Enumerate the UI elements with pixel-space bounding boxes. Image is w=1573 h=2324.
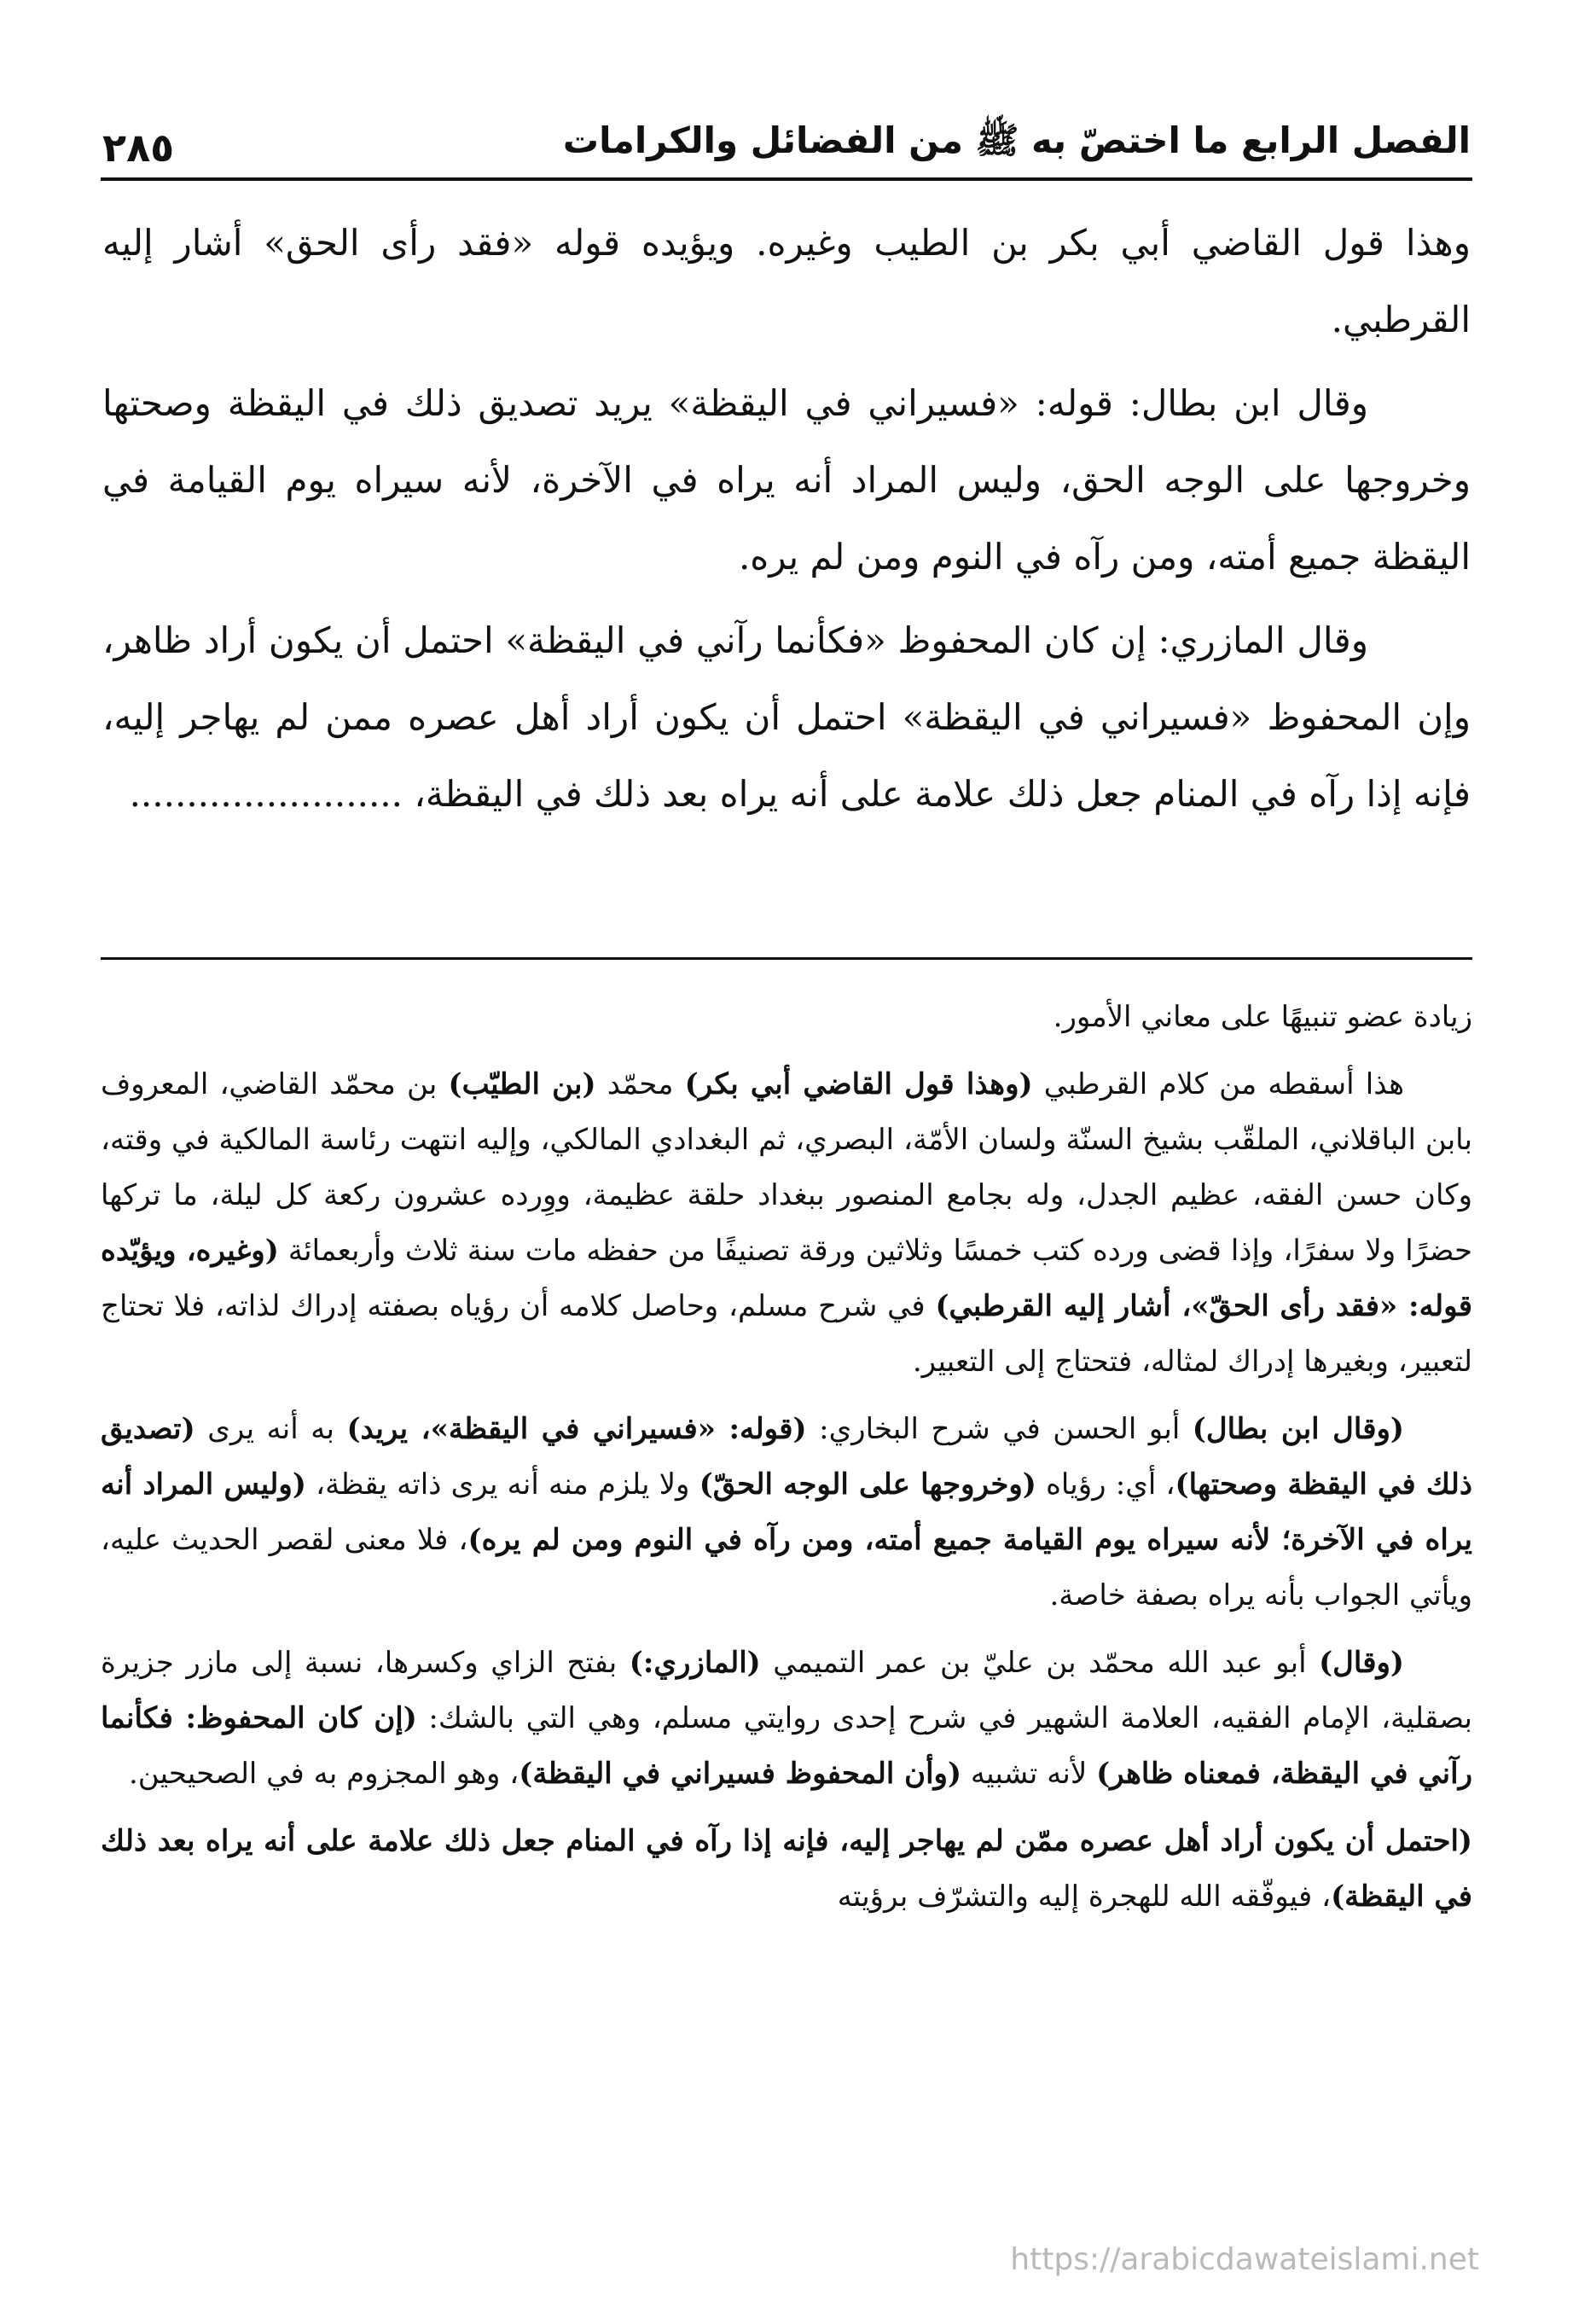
note-2-text-a: هذا أسقطه من كلام القرطبي (1032, 1067, 1404, 1101)
note-2-quote-b: (بن الطيّب) (448, 1067, 596, 1101)
main-paragraph-2: وقال ابن بطال: قوله: «فسيراني في اليقظة» يريد تصديق ذلك في اليقظة وصحتها وخروجها على الوجه الحق، وليس المراد أنه يراه في الآخرة، لأنه سيراه يوم القيامة في اليقظة جميع أمته، ومن رآه في النوم ومن لم يره. (102, 382, 1471, 578)
footnote-divider (101, 957, 1472, 960)
note-3-text-a: أبو الحسن في شرح البخاري: (806, 1412, 1193, 1446)
note-4 (101, 1636, 1472, 1802)
main-paragraph-3-text: وقال المازري: إن كان المحفوظ «فكأنما رآني في اليقظة» احتمل أن يكون أراد ظاهر، وإن المحفوظ «فسيراني في اليقظة» احتمل أن يكون أراد أهل عصره ممن لم يهاجر إليه، فإنه إذا رآه في المنام جعل ذلك علامة على أنه يراه بعد ذلك في اليقظة، (102, 619, 1471, 815)
note-3-quote-a: (وقال ابن بطال) (1192, 1412, 1404, 1446)
note-1: زيادة عضو تنبيهًا على معاني الأمور. (1053, 1000, 1472, 1034)
note-2-quote-c: (وغيره، ويؤيّده قوله: «فقد رأى الحقّ»، أشار إليه القرطبي) (101, 1234, 1472, 1323)
note-2 (101, 1057, 1472, 1390)
commentary-notes (101, 990, 1472, 1937)
note-3-quote-e: (وليس المراد أنه يراه في الآخرة؛ لأنه سيراه يوم القيامة جميع أمته، ومن رآه في النوم ومن لم يره) (101, 1467, 1472, 1557)
note-4-text-a: أبو عبد الله محمّد بن عليّ بن عمر التميمي (760, 1646, 1320, 1680)
note-2-quote-a: (وهذا قول القاضي أبي بكر) (684, 1067, 1033, 1101)
page-number: ٢٨٥ (102, 125, 175, 171)
note-4-text-c: لأنه تشبيه (961, 1757, 1097, 1791)
note-4-text-b: بفتح الزاي وكسرها، نسبة إلى مازر جزيرة بصقلية، الإمام الفقيه، العلامة الشهير في شرح إحدى روايتي مسلم، وهي التي بالشك: (101, 1646, 1473, 1735)
header-rule (101, 177, 1472, 181)
note-2-text-d: في شرح مسلم، وحاصل كلامه أن رؤياه بصفته إدراك لذاته، فلا تحتاج لتعبير، وبغيرها إدراك لمثاله، فتحتاج إلى التعبير. (101, 1289, 1472, 1379)
main-paragraph-3 (102, 602, 1471, 833)
note-3-text-e: ، فلا معنى لقصر الحديث عليه، ويأتي الجواب بأنه يراه بصفة خاصة. (101, 1523, 1472, 1612)
note-3-quote-d: (وخروجها على الوجه الحقّ) (699, 1467, 1036, 1502)
website-watermark: https://arabicdawateislami.net (1010, 2242, 1479, 2277)
note-3-text-d: ولا يلزم منه أنه يرى ذاته يقظة، (305, 1467, 699, 1502)
note-2-text-c: بن محمّد القاضي، المعروف بابن الباقلاني، الملقّب بشيخ السنّة ولسان الأمّة، البصري، ثم البغدادي المالكي، وإليه انتهت رئاسة المالكية في وقته، وكان حسن الفقه، عظيم الجدل، وله بجامع المنصور ببغداد حلقة عظيمة، ووِرده عشرون ركعة كل ليلة، ما تركها حضرًا ولا سفرًا، وإذا قضى ورده كتب خمسًا وثلاثين ورقة تصنيفًا من حفظه مات سنة ثلاث وأربعمائة (101, 1067, 1473, 1268)
main-paragraph-1: وهذا قول القاضي أبي بكر بن الطيب وغيره. ويؤيده قوله «فقد رأى الحق» أشار إليه القرطبي. (102, 222, 1471, 340)
note-5 (101, 1814, 1472, 1925)
note-5-quote-a: (احتمل أن يكون أراد أهل عصره ممّن لم يهاجر إليه، فإنه إذا رآه في المنام جعل ذلك علامة على أنه يراه بعد ذلك في اليقظة) (101, 1824, 1472, 1914)
note-3-quote-b: (قوله: «فسيراني في اليقظة»، يريد) (346, 1412, 807, 1446)
note-3-text-b: به أنه يرى (194, 1412, 347, 1446)
ellipsis-dots: ........................ (129, 773, 403, 815)
note-4-quote-b: (المازري:) (629, 1646, 761, 1680)
note-5-text-a: ، فيوفّقه الله للهجرة إليه والتشرّف برؤيته (837, 1880, 1332, 1914)
note-4-text-d: ، وهو المجزوم به في الصحيحين. (128, 1757, 519, 1791)
main-text (102, 205, 1471, 840)
note-4-quote-a: (وقال) (1319, 1646, 1404, 1680)
chapter-title: الفصل الرابع ما اختصّ به ﷺ من الفضائل والكرامات (562, 119, 1471, 161)
note-3 (101, 1402, 1472, 1624)
note-3-quote-c: (تصديق ذلك في اليقظة وصحتها) (101, 1412, 1472, 1502)
running-header (102, 94, 1471, 171)
note-4-quote-c: (إن كان المحفوظ: فكأنما رآني في اليقظة، فمعناه ظاهر) (101, 1701, 1472, 1791)
note-4-quote-d: (وأن المحفوظ فسيراني في اليقظة) (519, 1757, 962, 1791)
note-2-text-b: محمّد (595, 1067, 685, 1101)
note-3-text-c: ، أي: رؤياه (1036, 1467, 1175, 1502)
